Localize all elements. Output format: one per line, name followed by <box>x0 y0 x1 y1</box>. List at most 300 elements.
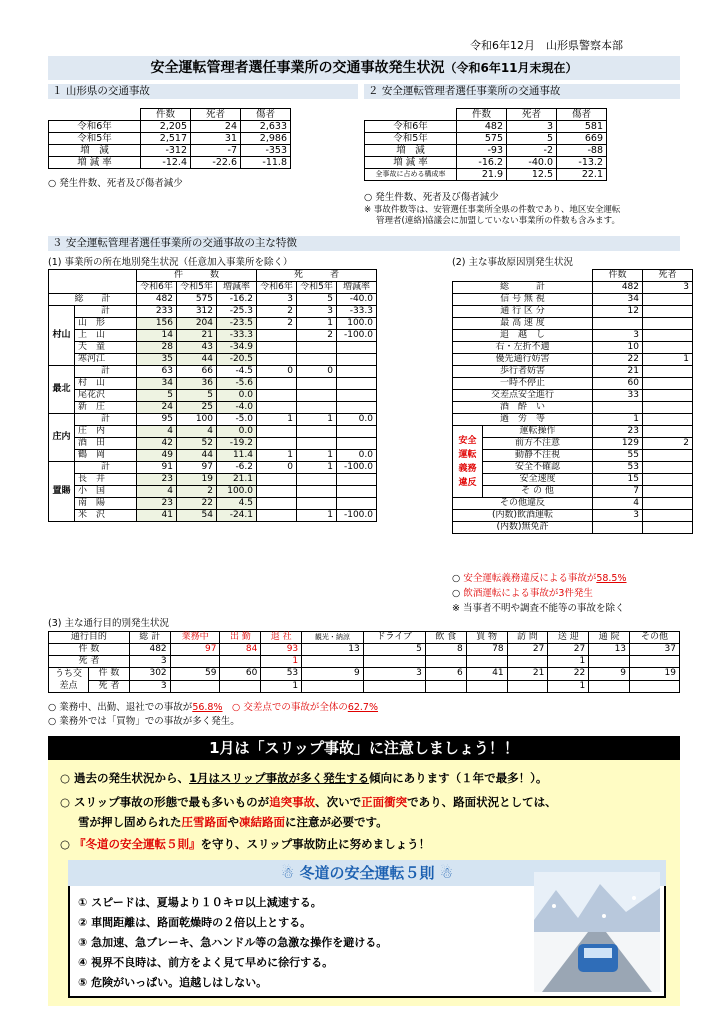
table-cell: 尾花沢 <box>75 390 137 402</box>
table-cell: 3 <box>593 330 643 342</box>
table-cell: 3 <box>297 306 337 318</box>
table-cell: 4 <box>593 498 643 510</box>
table-cell: 村 山 <box>75 378 137 390</box>
table-cell: 寒河江 <box>75 354 137 366</box>
table-row <box>453 378 693 390</box>
table-cell: 業務中 <box>170 632 220 644</box>
table-cell: 49 <box>137 450 177 462</box>
table-cell: 42 <box>137 438 177 450</box>
table-cell: 59 <box>170 668 220 681</box>
table-cell: 24 <box>137 402 177 414</box>
table-cell: 53 <box>261 668 302 681</box>
table-cell: -12.4 <box>141 157 191 169</box>
table-cell: 安全速度 <box>483 474 593 486</box>
table-cell: 482 <box>593 282 643 294</box>
table-cell: ドライブ <box>363 632 425 644</box>
notice-line2: ○ スリップ事故の形態で最も多いものが追突事故、次いで正面衝突であり、路面状況としては、 <box>60 795 557 809</box>
table-cell <box>257 390 297 402</box>
table-row <box>49 462 377 474</box>
table-cell: 25 <box>177 402 217 414</box>
table-cell: 3 <box>257 294 297 306</box>
table-cell: 44 <box>177 450 217 462</box>
table-cell: 100 <box>177 414 217 426</box>
table-cell: 計 <box>75 462 137 474</box>
table-cell: 令和6年 <box>365 121 457 133</box>
table-row <box>365 157 607 169</box>
section3-heading: ３ 安全運転管理者選任事業所の交通事故の主な特徴 <box>48 236 680 251</box>
table-cell: 84 <box>220 644 261 656</box>
table-cell: 11.4 <box>217 450 257 462</box>
slip-banner: 1月は「スリップ事故」に注意しましょう！！ <box>48 736 680 760</box>
table-cell: 総 計 <box>49 294 137 306</box>
table-row <box>453 330 693 342</box>
table-cell: 4 <box>177 426 217 438</box>
page-header: 令和6年12月 山形県警察本部 <box>470 39 623 52</box>
table-cell: -20.5 <box>217 354 257 366</box>
table-row <box>49 632 680 644</box>
purpose-table <box>48 631 680 693</box>
table-cell <box>593 402 643 414</box>
table-row <box>49 474 377 486</box>
table-cell: 件 数 <box>89 668 130 681</box>
table-row <box>49 644 680 656</box>
table-cell: 歩行者妨害 <box>453 366 593 378</box>
table-cell: 575 <box>457 133 507 145</box>
table-cell: -100.0 <box>337 462 377 474</box>
section1-heading: １ 山形県の交通事故 <box>48 84 358 99</box>
table-cell: 3 <box>129 680 170 693</box>
table-cell <box>257 474 297 486</box>
table-cell: 53 <box>593 462 643 474</box>
table-cell <box>507 680 548 693</box>
table-cell <box>302 656 364 668</box>
table-cell: 死者 <box>191 109 241 121</box>
table-cell <box>643 474 693 486</box>
table-cell: 1 <box>548 680 589 693</box>
table-row <box>49 668 680 681</box>
table-cell: 増 減 率 <box>49 157 141 169</box>
snowman-icon: ☃ <box>434 864 454 882</box>
table-cell <box>643 318 693 330</box>
table-row <box>365 169 607 181</box>
table-cell: 飲 食 <box>425 632 466 644</box>
table-cell: 令和5年 <box>297 282 337 294</box>
table-row <box>365 145 607 157</box>
table-cell: 小 国 <box>75 486 137 498</box>
table-cell: (内数)飲酒運転 <box>453 510 593 522</box>
table-cell <box>643 330 693 342</box>
table-cell <box>643 342 693 354</box>
table-row <box>453 426 693 438</box>
table-cell: 33 <box>593 390 643 402</box>
table-cell: 令和5年 <box>177 282 217 294</box>
table-cell: 2,986 <box>241 133 291 145</box>
s1-note: ○ 発生件数、死者及び傷者減少 <box>48 178 183 189</box>
table-cell <box>643 510 693 522</box>
table-cell <box>365 109 457 121</box>
table-cell: 通行目的 <box>49 632 130 644</box>
table-cell: 129 <box>593 438 643 450</box>
rule-item: ② 車間距離は、路面乾燥時の２倍以上とする。 <box>78 916 312 929</box>
table-cell <box>49 109 141 121</box>
table-cell <box>257 486 297 498</box>
section2-heading: ２ 安全運転管理者選任事業所の交通事故 <box>364 84 680 99</box>
table-cell: 95 <box>137 414 177 426</box>
table-cell <box>643 366 693 378</box>
table-cell: 全事故に占める構成率 <box>365 169 457 181</box>
table-cell <box>589 656 630 668</box>
table-cell: 4.5 <box>217 498 257 510</box>
table-cell: 37 <box>630 644 680 656</box>
table-row <box>453 486 693 498</box>
table-cell: -93 <box>457 145 507 157</box>
table-row <box>49 306 377 318</box>
table-cell <box>589 680 630 693</box>
table-cell: 追 越 し <box>453 330 593 342</box>
table-cell: -25.3 <box>217 306 257 318</box>
table-cell <box>297 486 337 498</box>
table-cell: 安全不確認 <box>483 462 593 474</box>
rule-item: ⑤ 危険がいっぱい。追越しはしない。 <box>78 976 268 989</box>
table-row <box>49 680 680 693</box>
table-cell <box>297 354 337 366</box>
purpose-note2: ○ 業務外では「買物」での事故が多く発生。 <box>48 716 240 727</box>
table-cell: 増 減 <box>49 145 141 157</box>
table-row <box>453 450 693 462</box>
table-row <box>49 133 291 145</box>
table-cell: 97 <box>170 644 220 656</box>
table-cell: 通 行 区 分 <box>453 306 593 318</box>
table-cell: 0 <box>297 366 337 378</box>
table-cell: 2,205 <box>141 121 191 133</box>
table-cell: -22.6 <box>191 157 241 169</box>
table-cell: 9 <box>589 668 630 681</box>
table-cell: 27 <box>548 644 589 656</box>
table-cell: 最北 <box>49 366 75 414</box>
table-cell <box>337 498 377 510</box>
table-cell: 5 <box>297 294 337 306</box>
table-cell: 5 <box>137 390 177 402</box>
table-cell: 43 <box>177 342 217 354</box>
table-row <box>49 354 377 366</box>
table-cell: 酒 酔 い <box>453 402 593 414</box>
table-cell: -16.2 <box>457 157 507 169</box>
table-cell: 100.0 <box>217 486 257 498</box>
table-row <box>49 390 377 402</box>
table-cell: 34 <box>593 294 643 306</box>
table-row <box>453 306 693 318</box>
table-cell: 1 <box>297 510 337 522</box>
table-cell: 増 減 <box>365 145 457 157</box>
table-cell: 計 <box>75 414 137 426</box>
table-cell <box>466 656 507 668</box>
table-cell: 令和6年 <box>49 121 141 133</box>
table-cell: -16.2 <box>217 294 257 306</box>
table-cell <box>337 378 377 390</box>
table-cell: -100.0 <box>337 330 377 342</box>
table-cell: 右・左折不適 <box>453 342 593 354</box>
table-row <box>49 414 377 426</box>
table-cell: -4.0 <box>217 402 257 414</box>
table-cell: 66 <box>177 366 217 378</box>
table-cell: 0.0 <box>337 414 377 426</box>
table-cell <box>297 498 337 510</box>
table-cell <box>643 294 693 306</box>
table-cell: 0 <box>257 366 297 378</box>
table-cell: 庄 内 <box>75 426 137 438</box>
table-cell: そ の 他 <box>483 486 593 498</box>
table-cell: 35 <box>137 354 177 366</box>
table-cell <box>593 522 643 534</box>
rule-item: ① スピードは、夏場より１０キロ以上減速する。 <box>78 896 322 909</box>
table-row <box>453 522 693 534</box>
rules-title: ☃ 冬道の安全運転５則 ☃ <box>68 860 666 886</box>
table-cell: 21 <box>507 668 548 681</box>
table-cell: 5 <box>177 390 217 402</box>
table-cell: 28 <box>137 342 177 354</box>
table-row <box>453 282 693 294</box>
table-cell: 件 数 <box>137 270 257 282</box>
table-cell: 件 数 <box>49 644 130 656</box>
table-cell: 1 <box>261 656 302 668</box>
table-cell: -40.0 <box>337 294 377 306</box>
table-cell: 長 井 <box>75 474 137 486</box>
table-row <box>453 342 693 354</box>
table-cell: 観光・納涼 <box>302 632 364 644</box>
table-cell: 2 <box>257 306 297 318</box>
table-cell <box>337 474 377 486</box>
table-cell: -88 <box>557 145 607 157</box>
table-cell <box>425 656 466 668</box>
table-cell: -5.6 <box>217 378 257 390</box>
table-row <box>49 294 377 306</box>
table-row <box>49 510 377 522</box>
table-row <box>49 318 377 330</box>
table-cell: 3 <box>129 656 170 668</box>
table-cell: 1 <box>257 450 297 462</box>
table-cell <box>257 330 297 342</box>
table-cell: 12.5 <box>507 169 557 181</box>
table-cell <box>297 378 337 390</box>
table-cell: 訪 問 <box>507 632 548 644</box>
table-row <box>49 498 377 510</box>
table-cell <box>643 462 693 474</box>
table-cell: 令和5年 <box>49 133 141 145</box>
table-row <box>453 294 693 306</box>
table-cell: 死者 <box>507 109 557 121</box>
table-cell: 12 <box>593 306 643 318</box>
notice-line3: 雪が押し固められた圧雪路面や凍結路面に注意が必要です。 <box>78 815 388 829</box>
table-cell: 3 <box>363 668 425 681</box>
table-cell: 退 社 <box>261 632 302 644</box>
table-cell: -13.2 <box>557 157 607 169</box>
table-row <box>49 656 680 668</box>
table-cell <box>297 390 337 402</box>
table-cell <box>643 390 693 402</box>
table-cell: 233 <box>137 306 177 318</box>
table-cell <box>466 680 507 693</box>
table-cell: 60 <box>593 378 643 390</box>
table-cell: (内数)無免許 <box>453 522 593 534</box>
table-cell: 令和6年 <box>137 282 177 294</box>
table-cell: 件数 <box>457 109 507 121</box>
rule-item: ③ 急加速、急ブレーキ、急ハンドル等の急激な操作を避ける。 <box>78 936 388 949</box>
table-cell <box>297 438 337 450</box>
table-cell: 24 <box>191 121 241 133</box>
table-row <box>453 474 693 486</box>
table-cell: -100.0 <box>337 510 377 522</box>
s1-table <box>48 108 291 169</box>
table-cell: 5 <box>507 133 557 145</box>
table-cell <box>337 390 377 402</box>
table-row <box>49 121 291 133</box>
table-cell: 過 労 等 <box>453 414 593 426</box>
table-cell <box>643 486 693 498</box>
table-cell: 54 <box>177 510 217 522</box>
table-cell <box>337 342 377 354</box>
table-row <box>49 438 377 450</box>
table-row <box>49 378 377 390</box>
table-cell: 1 <box>297 462 337 474</box>
table-cell: -7 <box>191 145 241 157</box>
table-cell: -33.3 <box>217 330 257 342</box>
table-cell: 2 <box>297 330 337 342</box>
table-cell: 97 <box>177 462 217 474</box>
table-cell: 21 <box>593 366 643 378</box>
table-row <box>453 366 693 378</box>
table-row <box>49 342 377 354</box>
table-cell: 0.0 <box>217 426 257 438</box>
table-cell: 優先通行妨害 <box>453 354 593 366</box>
table-cell: 31 <box>191 133 241 145</box>
table-cell: 19 <box>630 668 680 681</box>
table-cell: 1 <box>643 354 693 366</box>
table-cell: 8 <box>425 644 466 656</box>
table-cell <box>257 426 297 438</box>
table-cell <box>453 270 593 282</box>
table-cell: 23 <box>593 426 643 438</box>
table-cell: 482 <box>457 121 507 133</box>
table-cell <box>257 498 297 510</box>
table-cell <box>297 474 337 486</box>
table-cell: 前方不注意 <box>483 438 593 450</box>
table-cell: 最 高 速 度 <box>453 318 593 330</box>
table-cell: 天 童 <box>75 342 137 354</box>
table-cell <box>257 438 297 450</box>
table-cell: 増 減 率 <box>365 157 457 169</box>
table-cell <box>220 680 261 693</box>
table-cell: 件数 <box>141 109 191 121</box>
s2-note3: 管理者(連絡)協議会に加盟していない事業所の件数も含みます。 <box>376 216 620 226</box>
table-cell: 34 <box>137 378 177 390</box>
table-cell: 死 者 <box>49 656 130 668</box>
table-cell <box>363 656 425 668</box>
table-row <box>49 426 377 438</box>
table-cell: -24.1 <box>217 510 257 522</box>
table-cell: 酒 田 <box>75 438 137 450</box>
s3-sub1: (1) 事業所の所在地別発生状況（任意加入事業所を除く） <box>48 257 293 268</box>
table-cell <box>302 680 364 693</box>
table-cell: 22 <box>593 354 643 366</box>
table-cell: 19 <box>177 474 217 486</box>
table-cell: 482 <box>129 644 170 656</box>
table-cell: 新 庄 <box>75 402 137 414</box>
table-cell: 出 勤 <box>220 632 261 644</box>
table-cell: 302 <box>129 668 170 681</box>
table-cell: 581 <box>557 121 607 133</box>
table-cell: 21.1 <box>217 474 257 486</box>
table-cell <box>507 656 548 668</box>
table-cell: 置賜 <box>49 462 75 522</box>
table-row <box>49 486 377 498</box>
table-cell: 2 <box>643 438 693 450</box>
snowman-icon: ☃ <box>280 864 300 882</box>
table-cell <box>337 438 377 450</box>
table-row <box>49 145 291 157</box>
table-cell <box>337 354 377 366</box>
table-cell: -4.5 <box>217 366 257 378</box>
table-cell: 通 院 <box>589 632 630 644</box>
table-cell: 78 <box>466 644 507 656</box>
table-row <box>365 133 607 145</box>
table-row <box>365 109 607 121</box>
table-row <box>453 414 693 426</box>
table-row <box>49 330 377 342</box>
table-cell <box>363 680 425 693</box>
table-cell: -2 <box>507 145 557 157</box>
table-cell: -312 <box>141 145 191 157</box>
table-cell: 93 <box>261 644 302 656</box>
table-row <box>365 121 607 133</box>
table-cell: 312 <box>177 306 217 318</box>
cause-note1: ○ 安全運転義務違反による事故が58.5% <box>452 573 627 584</box>
table-cell: 4 <box>137 486 177 498</box>
table-cell <box>49 270 137 294</box>
snowy-road-illustration <box>534 872 660 992</box>
table-row <box>453 510 693 522</box>
table-cell: 安全運転義務違反 <box>453 426 483 498</box>
table-cell: 増減率 <box>217 282 257 294</box>
table-cell: 9 <box>302 668 364 681</box>
table-cell: 4 <box>137 426 177 438</box>
table-cell <box>297 342 337 354</box>
table-cell: 1 <box>548 656 589 668</box>
rule-item: ④ 視界不良時は、前方をよく見て早めに徐行する。 <box>78 956 334 969</box>
table-cell: 14 <box>137 330 177 342</box>
table-cell: 2,517 <box>141 133 191 145</box>
table-row <box>453 498 693 510</box>
table-cell: 36 <box>177 378 217 390</box>
table-cell: 1 <box>257 414 297 426</box>
table-cell: 55 <box>593 450 643 462</box>
table-cell: 1 <box>297 450 337 462</box>
table-cell: 5 <box>363 644 425 656</box>
table-cell <box>593 318 643 330</box>
table-cell: 2,633 <box>241 121 291 133</box>
table-cell <box>170 656 220 668</box>
table-cell: 動静不注視 <box>483 450 593 462</box>
table-cell: 南 陽 <box>75 498 137 510</box>
table-cell: 91 <box>137 462 177 474</box>
table-row <box>49 157 291 169</box>
table-cell: 15 <box>593 474 643 486</box>
table-cell: 一時不停止 <box>453 378 593 390</box>
table-cell <box>257 378 297 390</box>
table-cell: 増減率 <box>337 282 377 294</box>
table-row <box>49 109 291 121</box>
table-row <box>453 318 693 330</box>
table-row <box>453 402 693 414</box>
